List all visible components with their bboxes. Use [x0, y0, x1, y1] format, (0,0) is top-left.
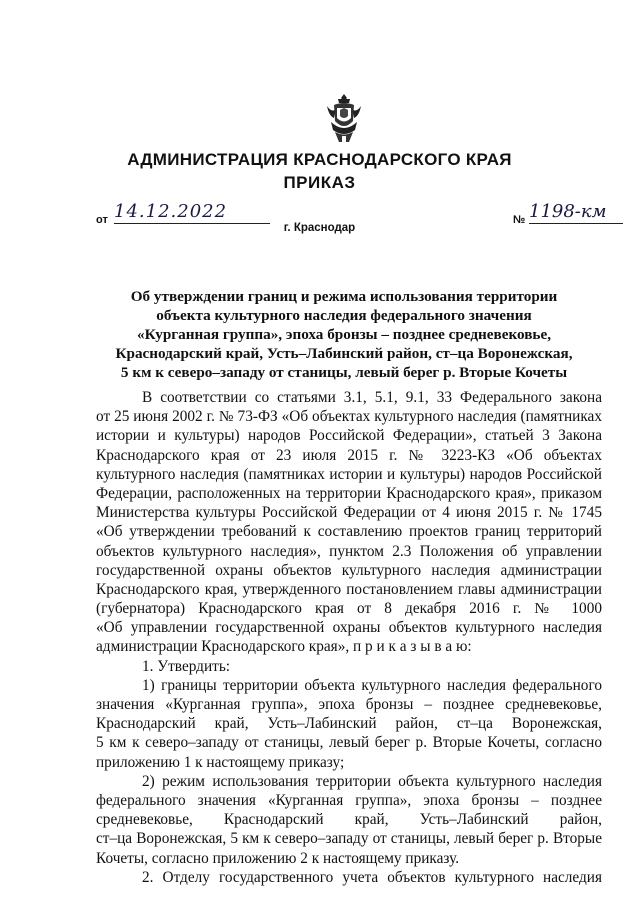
body-line: культурного наследия (памятниках истории и культуры) народов Российской	[96, 465, 602, 483]
body-line: Федерации, расположенных на территории Краснодарского края», приказом	[96, 484, 602, 502]
body-line: 5 км к северо–западу от станицы, левый берег р. Вторые Кочеты, согласно	[96, 734, 602, 752]
body-line: ст–ца Воронежская, 5 км к северо–западу от станицы, левый берег р. Вторые	[96, 830, 602, 848]
organization-title: АДМИНИСТРАЦИЯ КРАСНОДАРСКОГО КРАЯ	[127, 150, 512, 169]
subject-line: «Курганная группа», эпоха бронзы – позднее средневековье,	[137, 326, 551, 343]
body-line: «Об утверждении требований к составлению проектов границ территорий	[96, 523, 602, 541]
body-line: объектов культурного наследия», пунктом 2.3 Положения об управлении	[96, 542, 602, 560]
body-line: средневековье, Краснодарский край, Усть–Лабинский район,	[96, 811, 602, 829]
body-line: «Об управлении государственной охраны объектов культурного наследия	[96, 619, 602, 637]
subject-line: Об утверждении границ и режима использования территории	[130, 288, 558, 305]
body-line: 2) режим использования территории объекта культурного наследия	[142, 772, 602, 790]
document-body	[96, 388, 602, 887]
body-line: Краснодарского края, утвержденного постановлением главы администрации	[96, 580, 602, 598]
handwritten-number: 1198-км	[529, 201, 623, 224]
body-line: истории и культуры) народов Российской Федерации», статьей 3 Закона	[96, 427, 602, 445]
body-line: (губернатора) Краснодарского края от 8 декабря 2016 г. № 1000	[96, 600, 602, 618]
body-line: Краснодарский край, Усть–Лабинский район, ст–ца Воронежская,	[96, 715, 602, 733]
body-line: Краснодарского края от 23 июля 2015 г. № 3223-КЗ «Об объектах	[96, 446, 602, 464]
date-label: от	[96, 214, 108, 226]
handwritten-date: 14.12.2022	[114, 201, 270, 224]
body-line: администрации Краснодарского края», п р и к а з ы в а ю:	[96, 638, 472, 656]
body-line: приложению 1 к настоящему приказу;	[96, 753, 345, 771]
document-subject	[110, 287, 578, 382]
body-line: федерального значения «Курганная группа», эпоха бронзы – позднее	[96, 791, 602, 809]
document-type: ПРИКАЗ	[283, 173, 356, 192]
body-line: Министерства культуры Российской Федерации от 4 июня 2015 г. № 1745	[96, 504, 602, 522]
city-label: г. Краснодар	[283, 222, 356, 234]
body-line: государственной охраны объектов культурного наследия администрации	[96, 561, 602, 579]
subject-line: объекта культурного наследия федерального значения	[156, 307, 532, 324]
body-line: 1) границы территории объекта культурного наследия федерального	[142, 676, 602, 694]
body-line: 1. Утвердить:	[142, 657, 231, 675]
body-line: 2. Отделу государственного учета объектов культурного наследия	[142, 868, 602, 886]
body-line: значения «Курганная группа», эпоха бронзы – позднее средневековье,	[96, 696, 602, 713]
body-line: Кочеты, согласно приложению 2 к настоящему приказу.	[96, 849, 460, 867]
body-line: от 25 июня 2002 г. № 73-ФЗ «Об объектах культурного наследия (памятниках	[96, 408, 602, 426]
subject-line: 5 км к северо–западу от станицы, левый берег р. Вторые Кочеты	[120, 364, 568, 381]
number-label: №	[513, 214, 526, 226]
subject-line: Краснодарский край, Усть–Лабинский район, ст–ца Воронежская,	[115, 345, 573, 362]
coat-of-arms-emblem	[325, 92, 363, 144]
body-line: В соответствии со статьями 3.1, 5.1, 9.1, 33 Федерального закона	[142, 389, 602, 406]
